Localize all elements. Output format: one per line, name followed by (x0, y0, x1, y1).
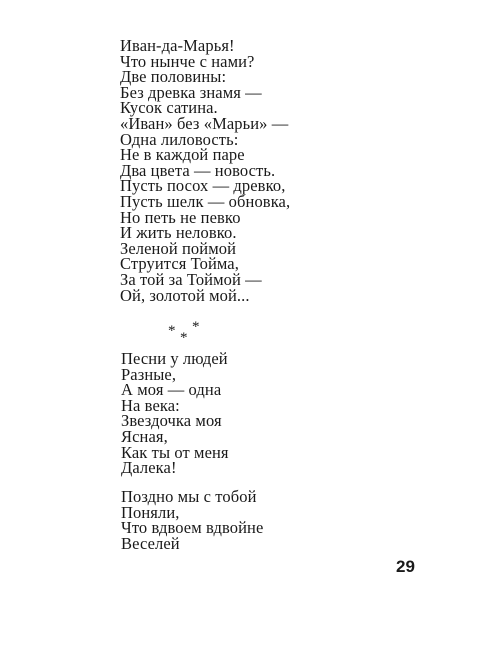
asterisk: * (168, 323, 176, 339)
poem-line: Без древка знамя — (120, 82, 262, 102)
poem-line: Далека! (121, 458, 177, 478)
poem-line: За той за Тоймой — (120, 269, 262, 289)
poem-line: Две половины: (120, 67, 227, 87)
poem-line: Пусть посох — древко, (120, 176, 286, 196)
poem-line: Что вдвоем вдвойне (121, 518, 264, 538)
poem-line: Звездочка моя (121, 411, 222, 431)
poem-line: Ясная, (121, 426, 168, 446)
poem-line: Разные, (121, 364, 177, 384)
poem-line: И жить неловко. (120, 223, 237, 243)
poem-line: Веселей (121, 533, 180, 553)
poem-line: Кусок сатина. (120, 98, 218, 118)
poem-line: Но петь не певко (120, 207, 241, 227)
poem-line: Поняли, (121, 502, 180, 522)
poem-line: «Иван» без «Марьи» — (120, 113, 289, 133)
poem-line: Не в каждой паре (120, 145, 245, 165)
page-number: 29 (396, 557, 415, 576)
poem-line: Зеленой поймой (120, 238, 237, 258)
poem-line: Ой, золотой мой... (120, 285, 250, 305)
poem-line: Пусть шелк — обновка, (120, 191, 291, 211)
poem-stanza-3 (121, 489, 263, 551)
poem-line: Песни у людей (121, 349, 228, 368)
asterism-divider (160, 318, 210, 346)
poem-line: Иван-да-Марья! (120, 36, 235, 55)
asterisk: * (180, 330, 188, 346)
poem-line: Поздно мы с тобой (121, 487, 257, 506)
poem-line: Два цвета — новость. (120, 160, 276, 180)
poem-stanza-1 (120, 38, 290, 303)
poem-line: Одна лиловость: (120, 129, 239, 149)
poem-line: Как ты от меня (121, 442, 229, 462)
poem-line: Что нынче с нами? (120, 51, 255, 71)
poem-stanza-2 (121, 351, 229, 476)
poem-line: Струится Тойма, (120, 254, 239, 274)
poem-line: На века: (121, 395, 180, 415)
asterisk: * (192, 319, 200, 335)
poem-line: А моя — одна (121, 380, 222, 400)
